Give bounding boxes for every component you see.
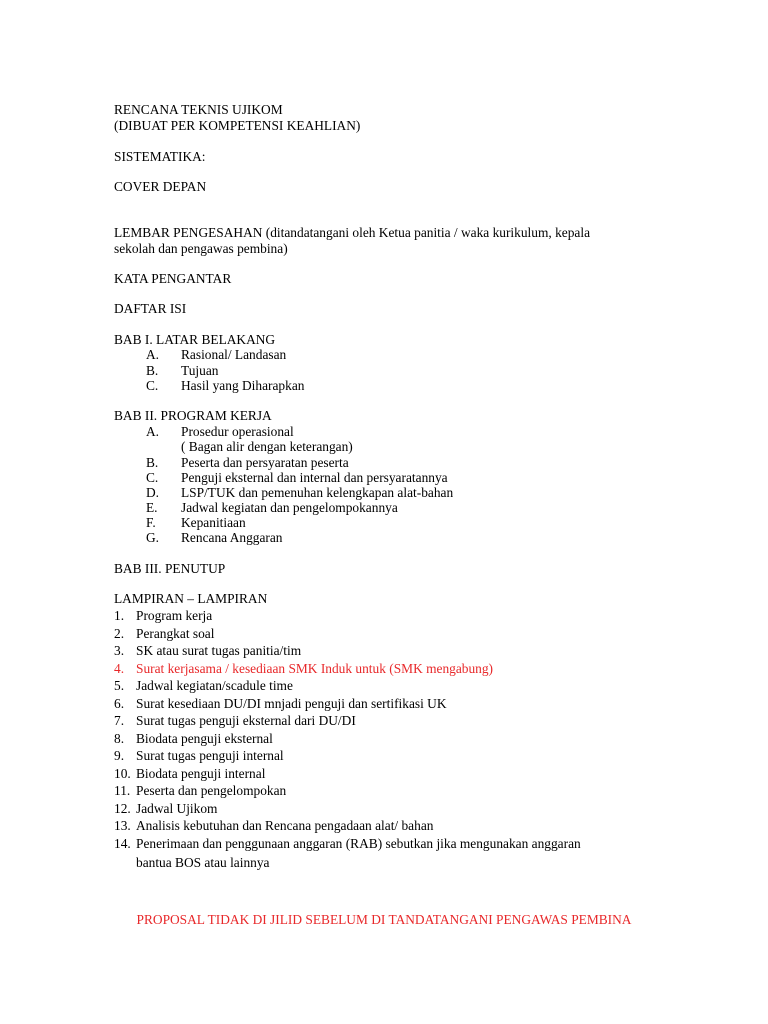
bab2-item-marker: G. [146,530,160,545]
bab1-item-text: Hasil yang Diharapkan [181,378,305,393]
lampiran-item: Biodata penguji internal [136,766,266,781]
lembar-pengesahan-cont: sekolah dan pengawas pembina) [114,241,288,256]
lampiran-number: 7. [114,713,125,728]
lampiran-item: Penerimaan dan penggunaan anggaran (RAB) sebutkan jika mengunakan anggaran [136,836,581,851]
doc-subtitle: (DIBUAT PER KOMPETENSI KEAHLIAN) [114,118,361,133]
bab2-item-text: Jadwal kegiatan dan pengelompokannya [181,500,398,515]
lampiran-number: 5. [114,678,125,693]
bab2-item-text: Penguji eksternal dan internal dan persyaratannya [181,470,448,485]
lampiran-number: 1. [114,608,125,623]
bab2-item-marker: A. [146,424,160,439]
bab2-heading: BAB II. PROGRAM KERJA [114,408,272,423]
lampiran-number: 10. [114,766,131,781]
bab1-item-marker: A. [146,347,160,362]
bab2-item-note: ( Bagan alir dengan keterangan) [181,439,353,454]
daftar-isi: DAFTAR ISI [114,301,187,316]
lampiran-item-cont: bantua BOS atau lainnya [136,855,270,870]
sistematika-heading: SISTEMATIKA: [114,149,206,164]
bab1-item-text: Tujuan [181,363,219,378]
bab2-item-text: Peserta dan persyaratan peserta [181,455,349,470]
lampiran-number: 3. [114,643,125,658]
bab2-item-text: Rencana Anggaran [181,530,283,545]
bab2-item-marker: C. [146,470,159,485]
lembar-pengesahan: LEMBAR PENGESAHAN (ditandatangani oleh Ketua panitia / waka kurikulum, kepala [114,225,591,240]
lampiran-number: 2. [114,626,125,641]
kata-pengantar: KATA PENGANTAR [114,271,232,286]
lampiran-item-highlighted: Surat kerjasama / kesediaan SMK Induk untuk (SMK mengabung) [136,661,494,676]
lampiran-item: Jadwal Ujikom [136,801,218,816]
lampiran-item: SK atau surat tugas panitia/tim [136,643,302,658]
lampiran-number: 9. [114,748,125,763]
bab2-item-marker: E. [146,500,158,515]
lampiran-number: 13. [114,818,131,833]
bab2-item-text: LSP/TUK dan pemenuhan kelengkapan alat-bahan [181,485,454,500]
lampiran-item: Surat tugas penguji eksternal dari DU/DI [136,713,356,728]
cover-depan: COVER DEPAN [114,179,207,194]
bab2-item-marker: B. [146,455,159,470]
lampiran-item: Analisis kebutuhan dan Rencana pengadaan alat/ bahan [136,818,434,833]
lampiran-number: 14. [114,836,131,851]
bab2-item-marker: F. [146,515,156,530]
bab1-item-text: Rasional/ Landasan [181,347,287,362]
bab3-heading: BAB III. PENUTUP [114,561,226,576]
bab1-heading: BAB I. LATAR BELAKANG [114,332,276,347]
bab2-item-text: Kepanitiaan [181,515,246,530]
bab1-item-marker: B. [146,363,159,378]
lampiran-item: Peserta dan pengelompokan [136,783,287,798]
lampiran-item: Biodata penguji eksternal [136,731,273,746]
lampiran-number: 12. [114,801,131,816]
lampiran-item: Surat tugas penguji internal [136,748,284,763]
bab2-item-marker: D. [146,485,160,500]
lampiran-number: 8. [114,731,125,746]
lampiran-number: 6. [114,696,125,711]
lampiran-item: Program kerja [136,608,213,623]
bab1-item-marker: C. [146,378,159,393]
footer-warning: PROPOSAL TIDAK DI JILID SEBELUM DI TANDATANGANI PENGAWAS PEMBINA [136,912,632,927]
bab2-item-text: Prosedur operasional [181,424,294,439]
doc-title: RENCANA TEKNIS UJIKOM [114,102,283,117]
lampiran-item: Jadwal kegiatan/scadule time [136,678,293,693]
lampiran-number-highlighted: 4. [114,661,125,676]
lampiran-item: Perangkat soal [136,626,215,641]
lampiran-item: Surat kesediaan DU/DI mnjadi penguji dan sertifikasi UK [136,696,447,711]
lampiran-heading: LAMPIRAN – LAMPIRAN [114,591,268,606]
lampiran-number: 11. [114,783,131,798]
